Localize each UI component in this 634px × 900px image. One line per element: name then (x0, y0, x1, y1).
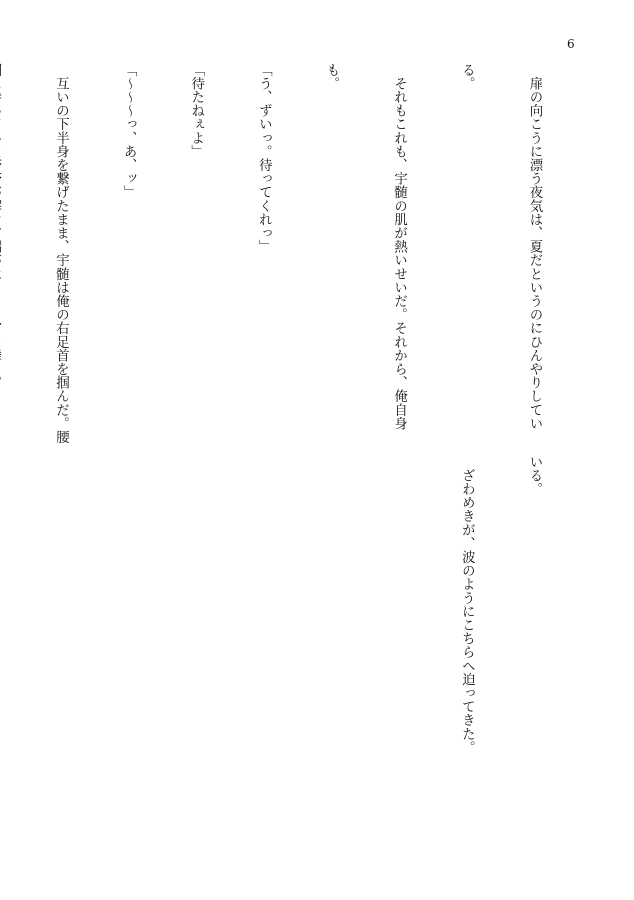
upper-text-block (53, 63, 590, 444)
text-line: いる。 (526, 455, 542, 496)
text-line: も。 (323, 63, 339, 91)
text-line: 扉の向こうに漂う夜気は、夏だというのにひんやりしてい (526, 63, 542, 431)
page-number: 6 (567, 37, 575, 51)
text-line: る。 (459, 63, 475, 91)
text-line: 「う、ずいっ。待ってくれっ」 (256, 63, 272, 254)
text-line: 「待たねぇよ」 (188, 63, 204, 159)
text-line: それもこれも、宇髄の肌が熱いせいだ。それから、俺自身 (391, 63, 407, 431)
text-line: 互いの下半身を繋げたまま、宇髄は俺の右足首を掴んだ。腰 (53, 63, 69, 444)
text-line: ざわめきが、波のようにこちらへ迫ってきた。 (459, 455, 475, 755)
lower-text-block (459, 455, 590, 755)
text-line: 「〜〜〜っ、あ、ッ」 (121, 63, 137, 199)
text-line (0, 63, 4, 443)
